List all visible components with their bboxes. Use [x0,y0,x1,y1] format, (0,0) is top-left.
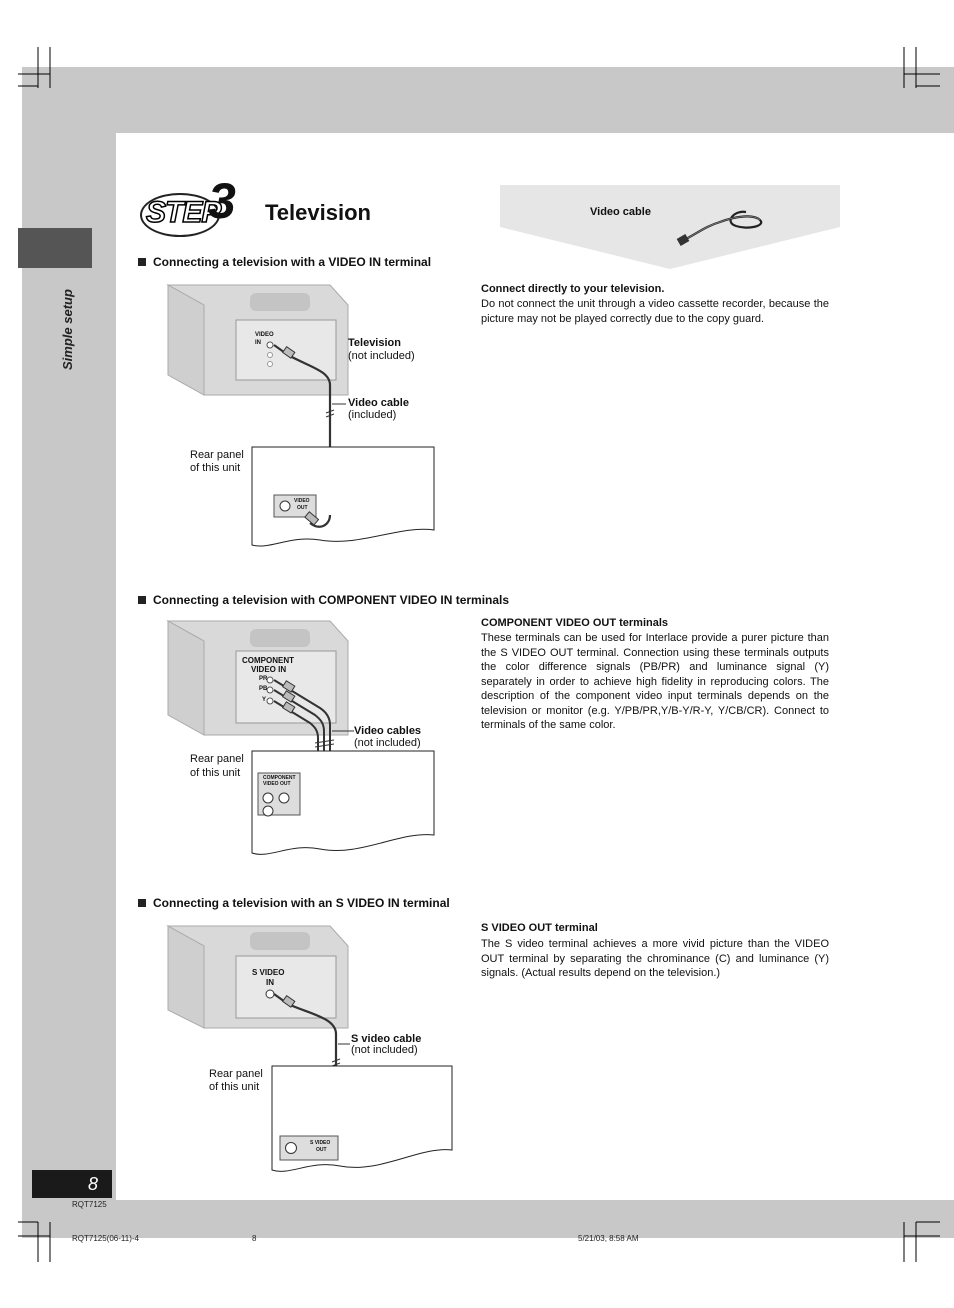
s3-rear-label-2: of this unit [209,1081,260,1093]
side-label: Simple setup [60,289,75,370]
step-word: STEP [146,196,221,229]
s3-note-body: The S video terminal achieves a more vivid picture than the VIDEO OUT terminal by separating the chrominance (C) and luminance (Y) signals. (Actual results depend on the television.) [481,938,829,979]
s3-tv-terminal-line2: IN [266,978,274,987]
s3-unit-terminal-line2: OUT [316,1147,327,1153]
s2-cable-label: Video cables [354,725,422,737]
s3-tv-terminal-line1: S VIDEO [252,968,285,977]
s2-unit-terminal-line1: COMPONENT [263,775,296,781]
s3-rear-label-1: Rear panel [209,1068,263,1080]
s3-cable-note: (not included) [351,1044,418,1056]
s1-rear-label-1: Rear panel [190,449,244,461]
section-2-heading: Connecting a television with COMPONENT VIDEO IN terminals [138,593,509,607]
s2-tv-terminal-line1: COMPONENT [242,656,294,665]
s1-rear-label-2: of this unit [190,462,241,474]
model-code: RQT7125 [72,1200,107,1209]
s1-cable-label: Video cable [348,397,409,409]
s1-tv-terminal-line2: IN [255,340,261,346]
s2-unit-terminal-line2: VIDEO OUT [263,781,291,787]
intro-title: Connect directly to your television. [481,283,665,295]
s3-note-title: S VIDEO OUT terminal [481,922,598,934]
s2-cable-note: (not included) [354,737,421,749]
s2-note-body: These terminals can be used for Interlace provide a purer picture than the S VIDEO OUT terminal. Connection using these terminals outputs the color difference signals (PB/PR) and luminance signal (Y) separately in order to achieve high fidelity in reproducing colors. The description of the component video input terminals depends on the television or monitor (e.g. Y/PB/PR,Y/B-Y/R-Y, Y/CB/CR). Connect to terminals of the same color. [481,632,829,731]
s2-rear-label-1: Rear panel [190,753,244,765]
footer-center: 8 [252,1234,257,1243]
step-number: 3 [208,173,236,229]
accessory-banner [500,185,840,269]
video-cable-icon [676,204,766,250]
s1-unit-terminal-line1: VIDEO [294,498,310,504]
s2-port-y: Y [262,697,267,703]
s1-tv-label: Television [348,337,401,349]
s1-tv-terminal-line1: VIDEO [255,332,274,338]
footer-right: 5/21/03, 8:58 AM [578,1234,639,1243]
s3-cable-label: S video cable [351,1033,422,1045]
section-3-heading: Connecting a television with an S VIDEO IN terminal [138,896,450,910]
s2-note-title: COMPONENT VIDEO OUT terminals [481,617,669,629]
diagram-video-in [160,275,460,555]
s2-port-pr: PR [259,676,268,682]
s2-rear-label-2: of this unit [190,767,241,779]
s1-unit-terminal-line2: OUT [297,505,308,511]
s1-cable-note: (included) [348,409,397,421]
s2-tv-terminal-line2: VIDEO IN [251,665,287,674]
s3-unit-terminal-line1: S VIDEO [310,1140,331,1146]
footer-left: RQT7125(06-11)-4 [72,1234,139,1243]
accessory-label: Video cable [590,206,651,218]
diagram-s-video-in [160,918,470,1198]
section-1-heading: Connecting a television with a VIDEO IN terminal [138,255,431,269]
intro-body: Do not connect the unit through a video cassette recorder, because the picture may not be played correctly due to the copy guard. [481,298,829,325]
s2-port-pb: PB [259,686,268,692]
page-title: Television [265,200,371,225]
s1-tv-note: (not included) [348,350,415,362]
page-number: 8 [32,1170,112,1198]
